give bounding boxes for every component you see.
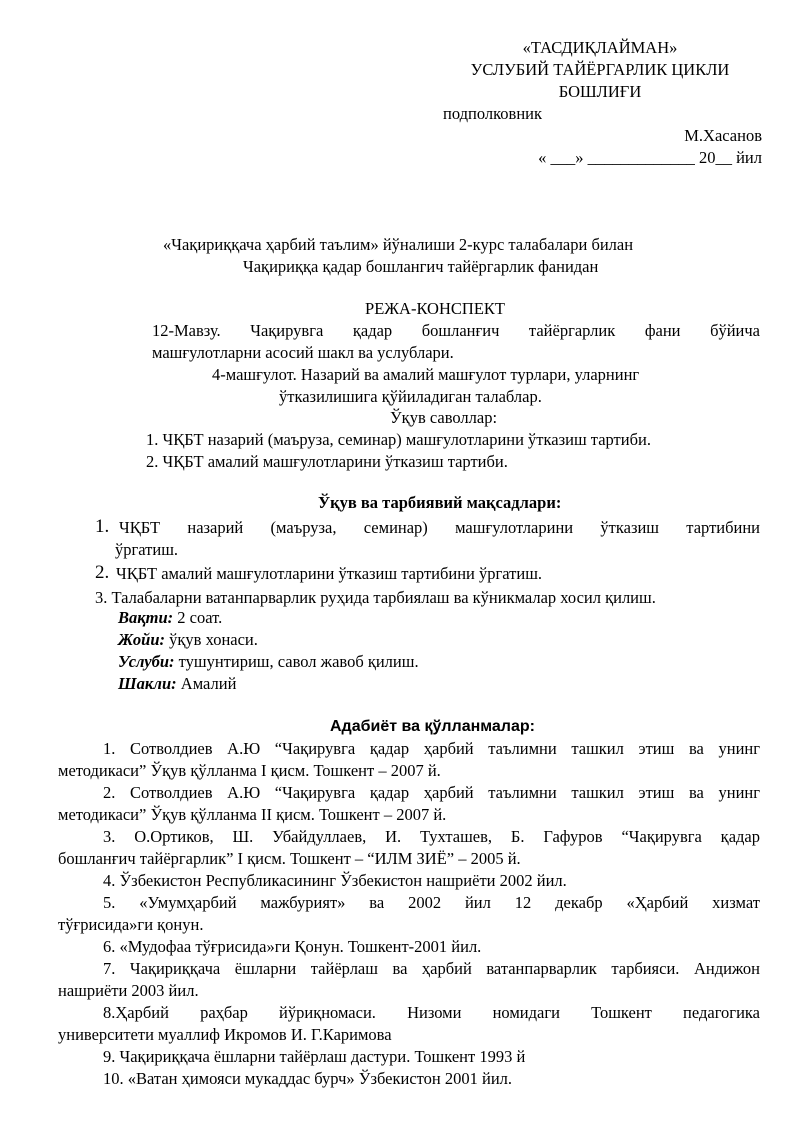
approval-name: М.Хасанов bbox=[684, 126, 762, 145]
detail-form bbox=[118, 673, 236, 694]
detail-value: Амалий bbox=[176, 674, 237, 693]
literature-item: 5. «Умумҳарбий мажбурият» ва 2002 йил 12 декабр «Ҳарбий хизмат bbox=[103, 893, 760, 912]
literature-item: 3. О.Ортиков, Ш. Убайдуллаев, И. Тухташев, Б. Гафуров “Чақирувга қадар bbox=[103, 827, 760, 846]
goal-item1-line2: ўргатиш. bbox=[115, 540, 179, 559]
literature-item-cont: методикаси” Ўқув қўлланма I қисм. Тошкент – 2007 й. bbox=[58, 761, 441, 780]
literature-item-cont: нашриёти 2003 йил. bbox=[58, 981, 199, 1000]
literature-item-cont: методикаси” Ўқув қўлланма II қисм. Тошкент – 2007 й. bbox=[58, 805, 447, 824]
topic-line1: 12-Мавзу. Чақирувга қадар бошланғич тайёргарлик фани бўйича bbox=[152, 321, 760, 340]
detail-place bbox=[118, 629, 258, 650]
literature-item: 8.Ҳарбий раҳбар йўриқномаси. Низоми номидаги Тошкент педагогика bbox=[103, 1003, 760, 1022]
lesson-line1: 4-машғулот. Назарий ва амалий машғулот турлари, уларнинг bbox=[212, 365, 640, 384]
question-item: 2. ЧҚБТ амалий машғулотларини ўтказиш тартиби. bbox=[146, 452, 508, 471]
goal-item1-line1: ЧҚБТ назарий (маъруза, семинар) машғулотларини ўтказиш тартибини bbox=[119, 518, 760, 537]
detail-value: ўқув хонаси. bbox=[165, 630, 258, 649]
literature-item-cont: университети муаллиф Икромов И. Г.Каримова bbox=[58, 1025, 392, 1044]
approval-rank: подполковник bbox=[443, 104, 542, 123]
detail-label: Шакли: bbox=[118, 674, 177, 693]
detail-method bbox=[118, 651, 419, 672]
literature-item-cont: бошланғич тайёргарлик” I қисм. Тошкент – “ИЛМ ЗИЁ” – 2005 й. bbox=[58, 849, 521, 868]
approval-position-line1: УСЛУБИЙ ТАЙЁРГАРЛИК ЦИКЛИ bbox=[470, 60, 730, 79]
literature-item: 4. Ўзбекистон Республикасининг Ўзбекистон нашриёти 2002 йил. bbox=[103, 871, 567, 890]
goal-item3: 3. Талабаларни ватанпарварлик руҳида тарбиялаш ва кўникмалар хосил қилиш. bbox=[95, 588, 656, 607]
approval-date-line: « ___» _____________ 20__ йил bbox=[538, 148, 762, 167]
header-line2: Чақириққа қадар бошлангич тайёргарлик фанидан bbox=[243, 257, 599, 276]
literature-heading: Адабиёт ва қўлланмалар: bbox=[330, 718, 535, 735]
goal-item2: ЧҚБТ амалий машғулотларини ўтказиш тартибини ўргатиш. bbox=[116, 564, 543, 583]
topic-line2: машғулотларни асосий шакл ва услублари. bbox=[152, 343, 454, 362]
approval-position-line2: БОШЛИҒИ bbox=[558, 82, 642, 101]
questions-heading: Ўқув саволлар: bbox=[390, 408, 498, 427]
literature-item: 9. Чақириққача ёшларни тайёрлаш дастури. Тошкент 1993 й bbox=[103, 1047, 526, 1066]
detail-time bbox=[118, 607, 222, 628]
literature-item: 6. «Мудофаа тўғрисида»ги Қонун. Тошкент-2001 йил. bbox=[103, 937, 482, 956]
question-item: 1. ЧҚБТ назарий (маъруза, семинар) машғулотларини ўтказиш тартиби. bbox=[146, 430, 651, 449]
detail-value: 2 соат. bbox=[173, 608, 223, 627]
detail-value: тушунтириш, савол жавоб қилиш. bbox=[174, 652, 419, 671]
lesson-line2: ўтказилишига қўйиладиган талаблар. bbox=[279, 387, 542, 406]
goal-number: 2. bbox=[95, 562, 110, 583]
goals-heading: Ўқув ва тарбиявий мақсадлари: bbox=[318, 493, 562, 512]
header-line1: «Чақириққача ҳарбий таълим» йўналиши 2-курс талабалари билан bbox=[163, 235, 634, 254]
literature-item: 1. Сотволдиев А.Ю “Чақирувга қадар ҳарбий таълимни ташкил этиш ва унинг bbox=[103, 739, 760, 758]
approval-title: «ТАСДИҚЛАЙМАН» bbox=[522, 38, 678, 57]
detail-label: Вақти: bbox=[118, 608, 174, 627]
literature-item: 10. «Ватан ҳимояси мукаддас бурч» Ўзбекистон 2001 йил. bbox=[103, 1069, 513, 1088]
goal-number: 1. bbox=[95, 516, 110, 537]
doc-title: РЕЖА-КОНСПЕКТ bbox=[365, 299, 505, 318]
literature-item: 2. Сотволдиев А.Ю “Чақирувга қадар ҳарбий таълимни ташкил этиш ва унинг bbox=[103, 783, 760, 802]
detail-label: Жойи: bbox=[118, 630, 166, 649]
detail-label: Услуби: bbox=[118, 652, 175, 671]
literature-item: 7. Чақириққача ёшларни тайёрлаш ва ҳарбий ватанпарварлик тарбияси. Андижон bbox=[103, 959, 760, 978]
literature-item-cont: тўғрисида»ги қонун. bbox=[58, 915, 204, 934]
